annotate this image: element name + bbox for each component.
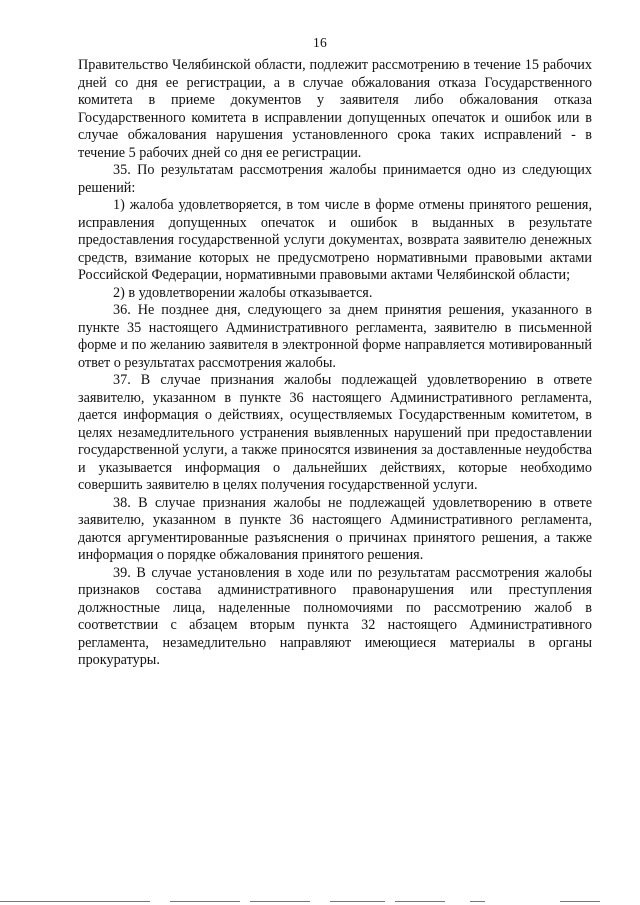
- paragraph-clause-35: 35. По результатам рассмотрения жалобы принимается одно из следующих решений:: [78, 162, 592, 196]
- paragraph-clause-38: 38. В случае признания жалобы не подлежащей удовлетворению в ответе заявителю, указанном в пункте 36 настоящего Административного регламента, даются аргументированные разъяснения о причинах принятого решения, а также информация о порядке обжалования принятого решения.: [78, 494, 592, 563]
- page-number: 16: [313, 35, 327, 50]
- body-text: [78, 57, 592, 670]
- paragraph-decision-2: 2) в удовлетворении жалобы отказывается.: [113, 284, 373, 301]
- paragraph-decision-1: 1) жалоба удовлетворяется, в том числе в форме отмены принятого решения, исправления допущенных опечаток и ошибок в выданных в результате предоставления государственной услуги документах, возврата заявителю денежных средств, взимание которых не предусмотрено нормативными правовыми актами Российской Федерации, нормативными правовыми актами Челябинской области;: [78, 197, 592, 283]
- paragraph-clause-37: 37. В случае признания жалобы подлежащей удовлетворению в ответе заявителю, указанном в пункте 36 настоящего Административного регламента, дается информация о действиях, осуществляемых Государственным комитетом, в целях незамедлительного устранения выявленных нарушений при предоставлении государственной услуги, а также приносятся извинения за доставленные неудобства и указывается информация о дальнейших действиях, которые необходимо совершить заявителю в целях получения государственной услуги.: [78, 372, 592, 493]
- paragraph-clause-39: 39. В случае установления в ходе или по результатам рассмотрения жалобы признаков состава административного правонарушения или преступления должностные лица, наделенные полномочиями по рассмотрению жалоб в соответствии с абзацем вторым пункта 32 настоящего Административного регламента, незамедлительно направляют имеющиеся материалы в органы прокуратуры.: [78, 564, 592, 668]
- paragraph-clause-36: 36. Не позднее дня, следующего за днем принятия решения, указанного в пункте 35 настоящего Административного регламента, заявителю в письменной форме и по желанию заявителя в электронной форме направляется мотивированный ответ о результатах рассмотрения жалобы.: [78, 302, 592, 371]
- scan-edge-artifact: [0, 895, 640, 905]
- paragraph-continuation: Правительство Челябинской области, подлежит рассмотрению в течение 15 рабочих дней со дня ее регистрации, а в случае обжалования отказа Государственного комитета в приеме документов у заявителя либо обжалования отказа Государственного комитета в исправлении допущенных опечаток и ошибок или в случае обжалования нарушения установленного срока таких исправлений - в течение 5 рабочих дней со дня ее регистрации.: [78, 57, 592, 161]
